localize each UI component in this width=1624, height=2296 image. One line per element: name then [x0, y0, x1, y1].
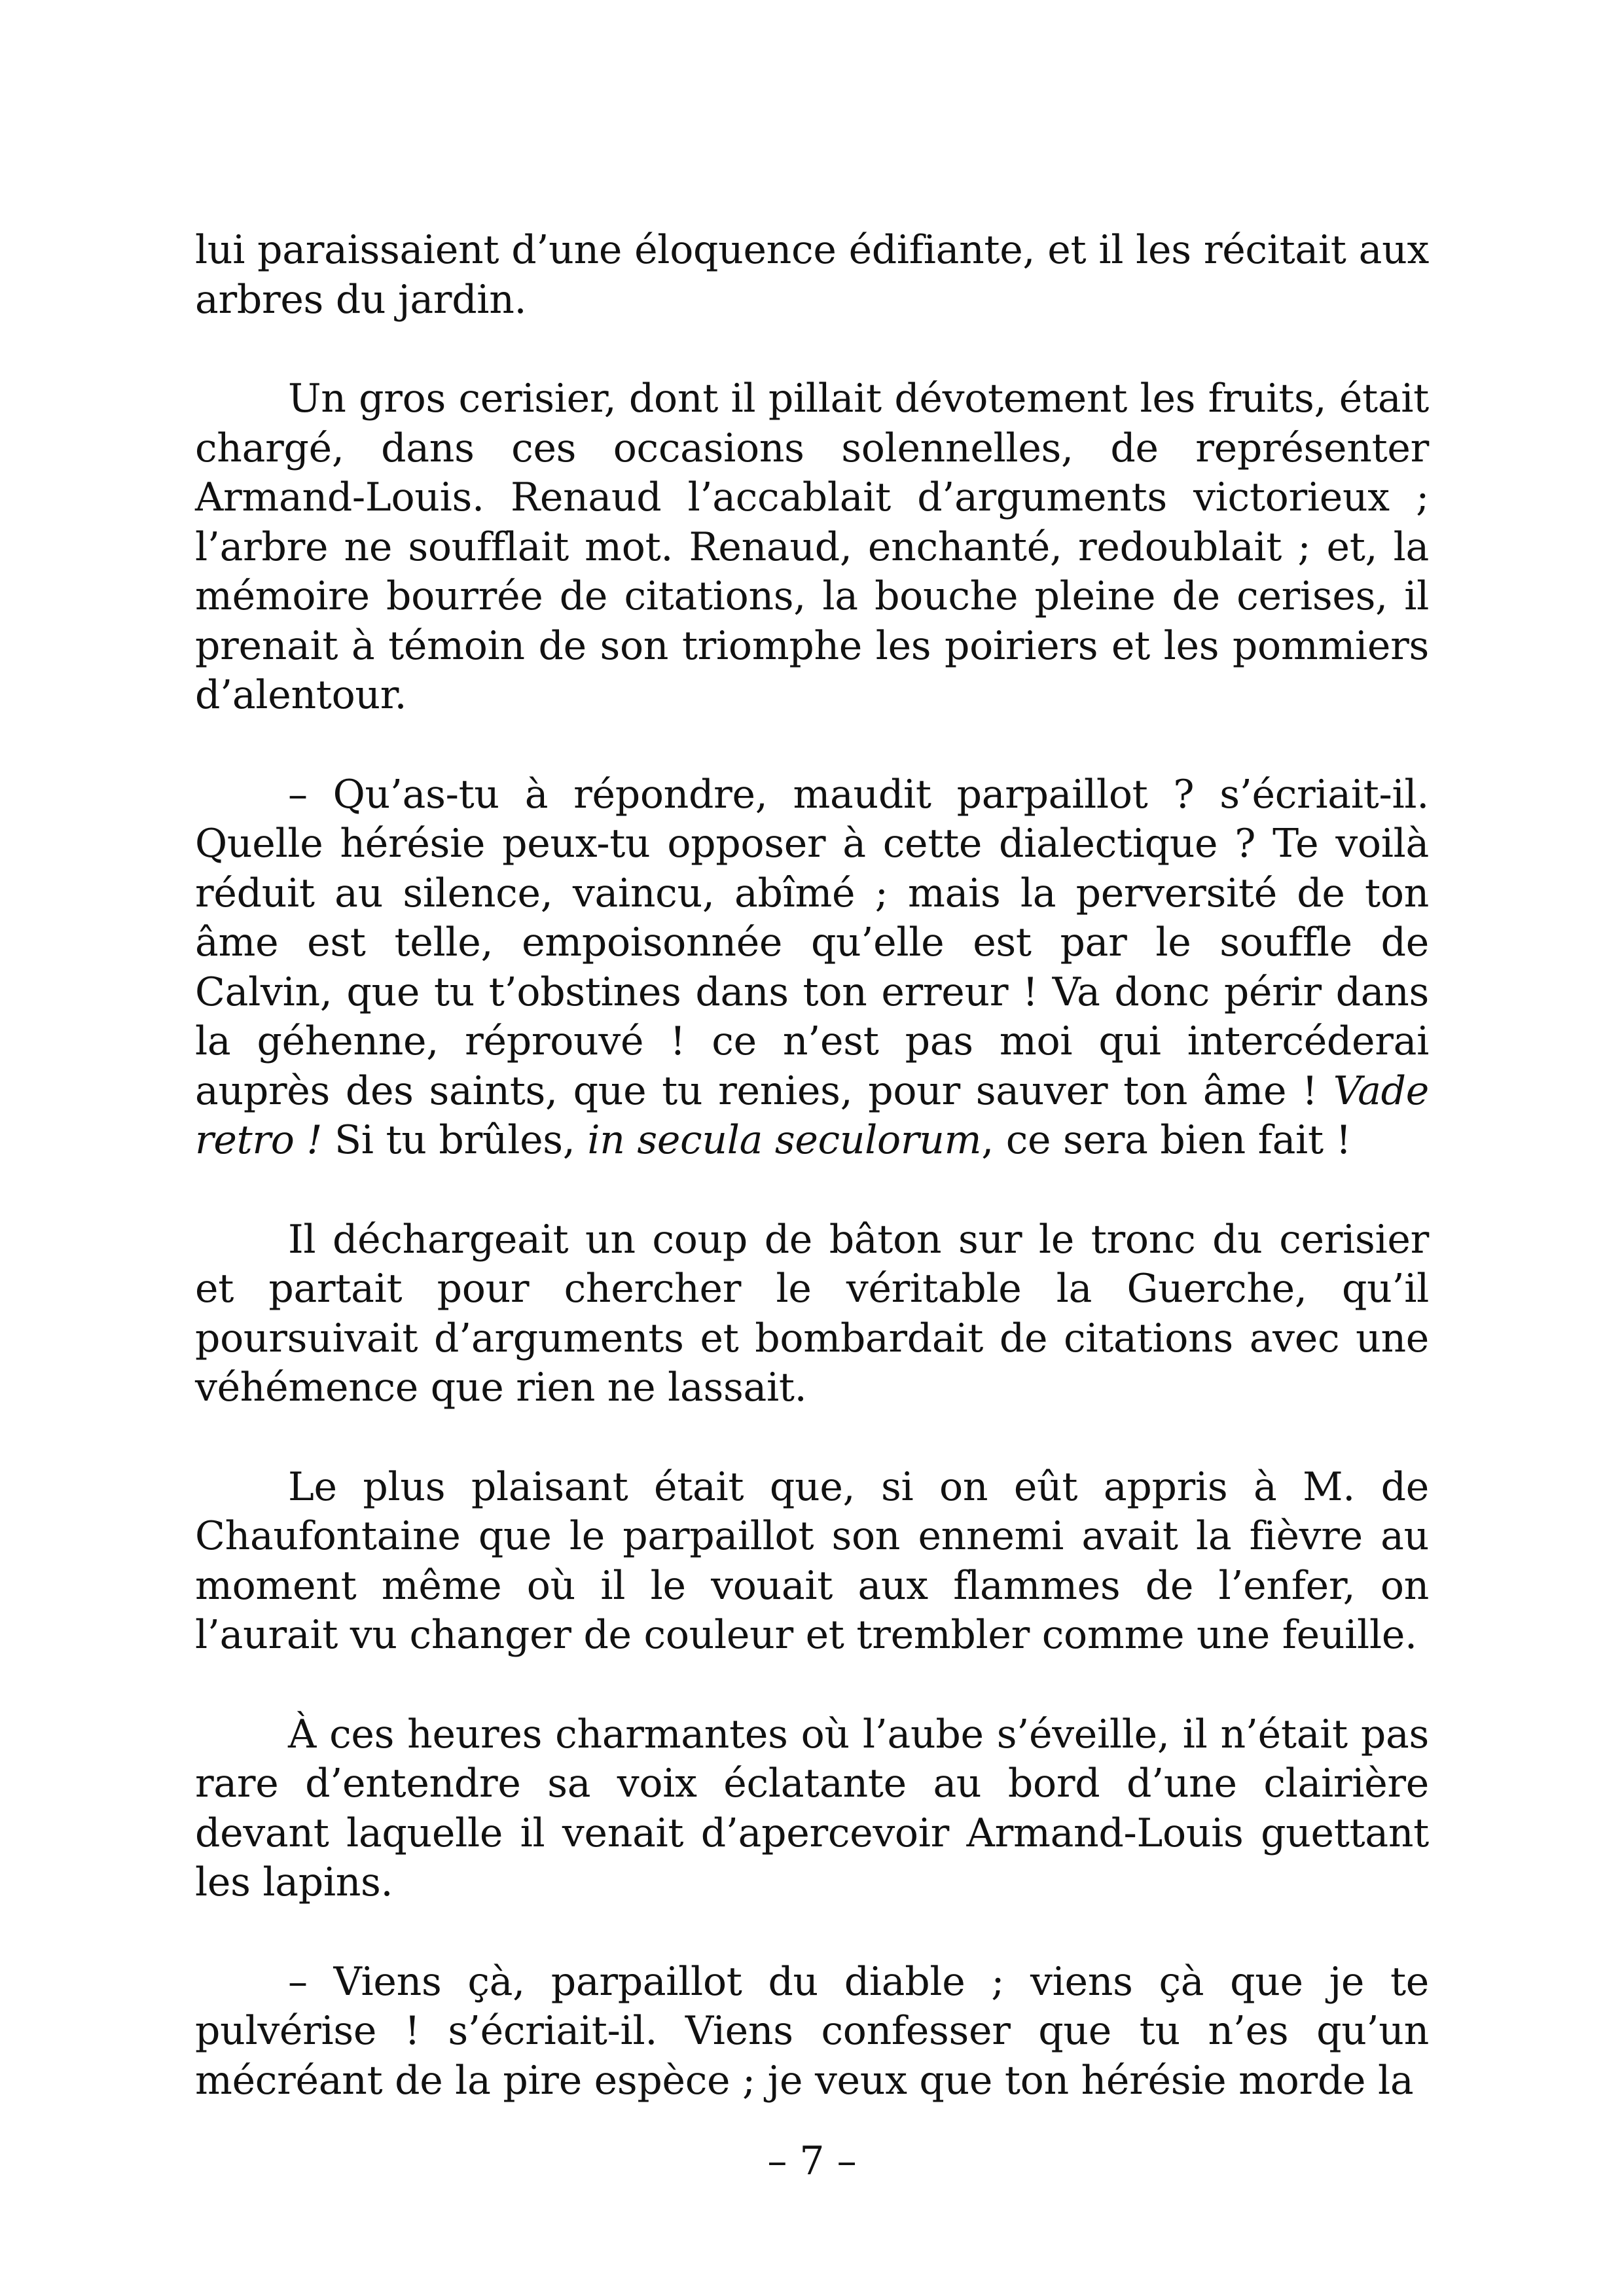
italic-latin-phrase: Vade retro !	[195, 1067, 1429, 1163]
paragraph	[195, 1463, 1429, 1660]
text-segment: Le plus plaisant était que, si on eût appris à M. de Chaufontaine que le parpaillot son ennemi avait la fièvre au moment même où il le vouait aux flammes de l’enfer, on l’aurait vu changer de couleur et trembler comme une feuille.	[195, 1463, 1429, 1658]
paragraph	[195, 1710, 1429, 1908]
page-number: – 7 –	[767, 2138, 857, 2184]
paragraph	[195, 226, 1429, 325]
text-segment: – Qu’as-tu à répondre, maudit parpaillot ? s’écriait-il. Quelle hérésie peux-tu opposer à cette dialectique ? Te voilà réduit au silence, vaincu, abîmé ; mais la perversité de ton âme est telle, empoisonnée qu’elle est par le souffle de Calvin, que tu t’obstines dans ton erreur ! Va donc périr dans la géhenne, réprouvé ! ce n’est pas moi qui intercéderai auprès des saints, que tu renies, pour sauver ton âme !	[195, 771, 1429, 1114]
paragraph	[195, 374, 1429, 721]
text-segment: Si tu brûles,	[322, 1117, 588, 1163]
italic-latin-phrase: in secula seculorum	[587, 1117, 982, 1163]
text-segment: lui paraissaient d’une éloquence édifiante, et il les récitait aux arbres du jardin.	[195, 227, 1429, 323]
text-segment: Un gros cerisier, dont il pillait dévotement les fruits, était chargé, dans ces occasions solennelles, de représenter Armand-Louis. Renaud l’accablait d’arguments victorieux ; l’arbre ne soufflait mot. Renaud, enchanté, redoublait ; et, la mémoire bourrée de citations, la bouche pleine de cerises, il prenait à témoin de son triomphe les poiriers et les pommiers d’alentour.	[195, 376, 1429, 718]
text-segment: – Viens çà, parpaillot du diable ; viens çà que je te pulvérise ! s’écriait-il. Viens confesser que tu n’es qu’un mécréant de la pire espèce ; je veux que ton hérésie morde la	[195, 1958, 1429, 2104]
paragraph	[195, 1958, 1429, 2106]
text-body	[195, 226, 1429, 2106]
paragraph	[195, 1215, 1429, 1413]
text-segment: , ce sera bien fait !	[981, 1117, 1352, 1163]
text-segment: À ces heures charmantes où l’aube s’éveille, il n’était pas rare d’entendre sa voix éclatante au bord d’une clairière devant laquelle il venait d’apercevoir Armand-Louis guettant les lapins.	[195, 1711, 1429, 1905]
paragraph	[195, 770, 1429, 1166]
text-segment: Il déchargeait un coup de bâton sur le tronc du cerisier et partait pour chercher le véritable la Guerche, qu’il poursuivait d’arguments et bombardait de citations avec une véhémence que rien ne lassait.	[195, 1216, 1429, 1410]
